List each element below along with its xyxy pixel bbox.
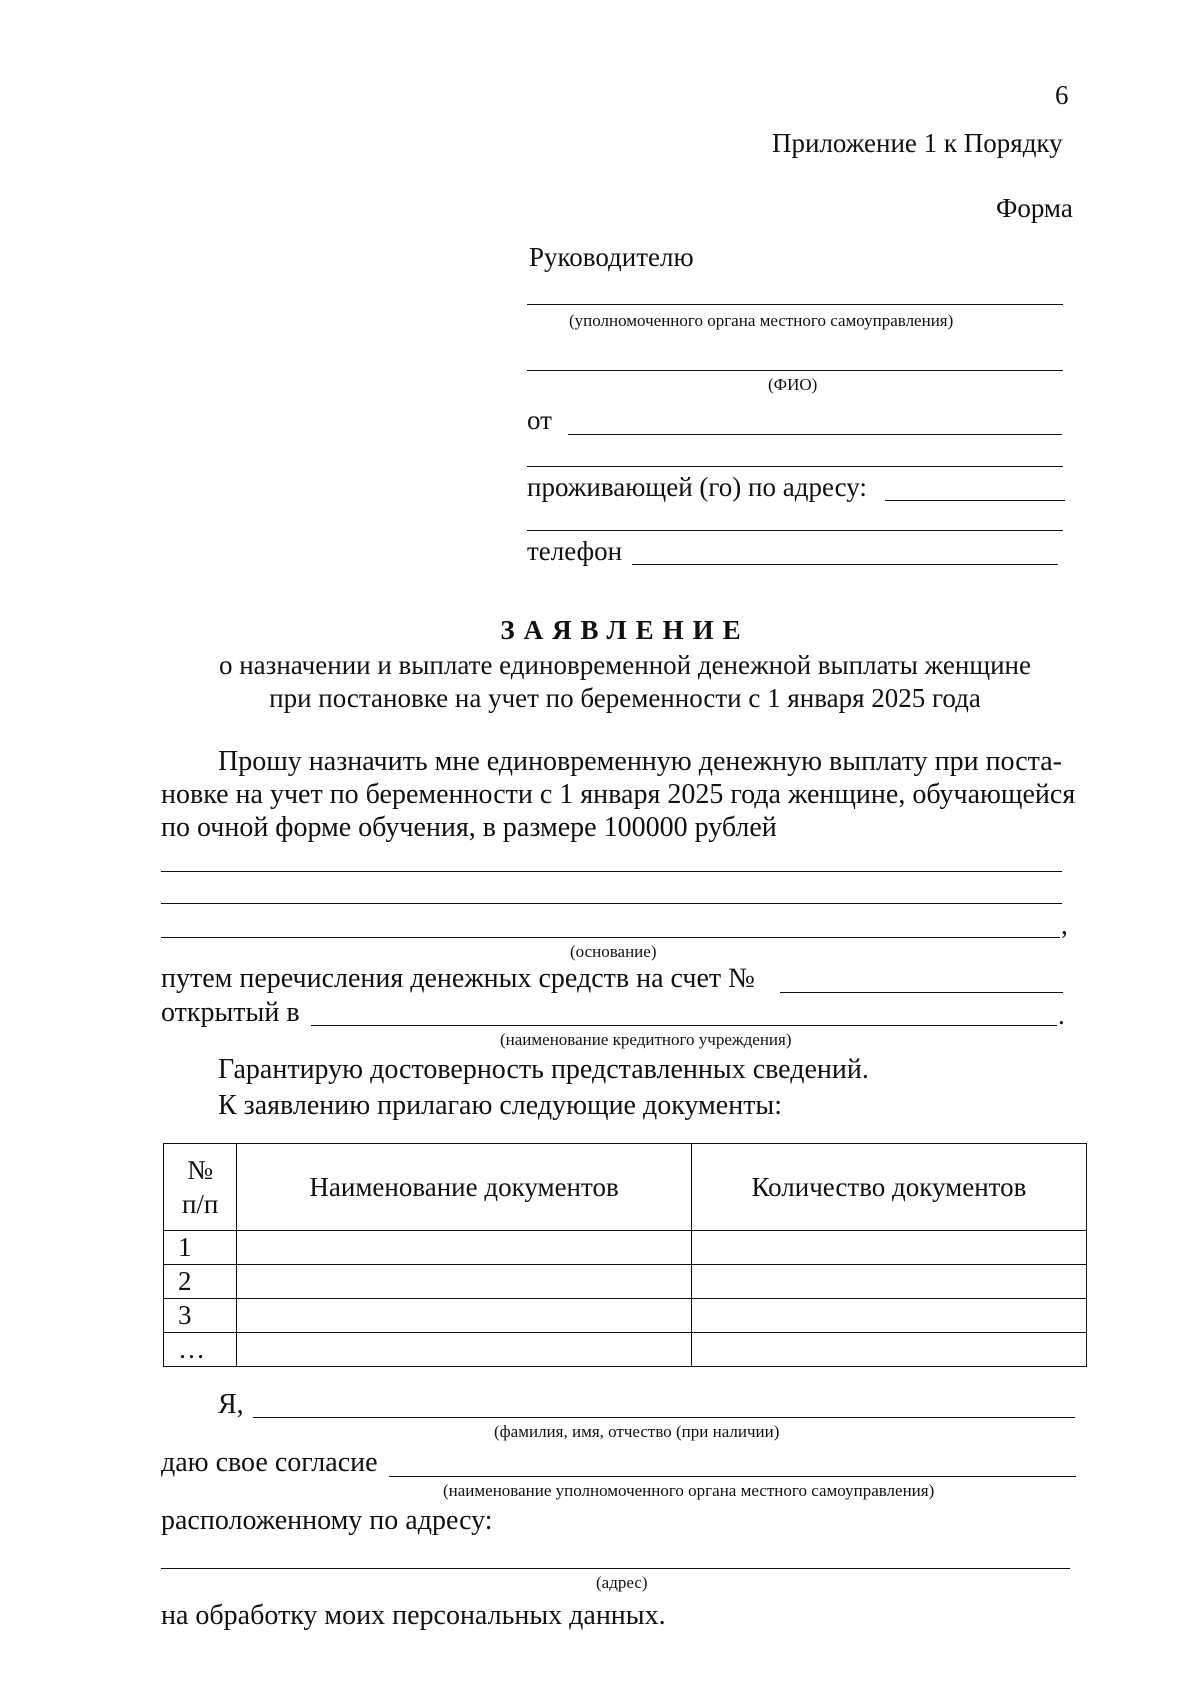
from-field[interactable] xyxy=(568,434,1062,435)
bank-caption: (наименование кредитного учреждения) xyxy=(500,1030,792,1049)
col-name-header: Наименование документов xyxy=(237,1144,692,1231)
table-row xyxy=(164,1333,1087,1367)
give-consent-label: даю свое согласие xyxy=(161,1447,378,1478)
table-row xyxy=(164,1299,1087,1333)
basis-comma: , xyxy=(1061,910,1068,940)
basis-field-1[interactable] xyxy=(161,871,1062,872)
address-field[interactable] xyxy=(885,500,1065,501)
from-label: от xyxy=(527,405,552,435)
opened-in-label: открытый в xyxy=(161,997,300,1028)
phone-label: телефон xyxy=(527,536,623,566)
row-number: 2 xyxy=(164,1265,237,1299)
located-at-label: расположенному по адресу: xyxy=(161,1505,493,1536)
document-name-cell[interactable] xyxy=(237,1231,692,1265)
basis-field-3[interactable] xyxy=(161,937,1060,938)
consent-address-field[interactable] xyxy=(161,1568,1070,1569)
table-header-row xyxy=(164,1144,1087,1231)
request-text-1: Прошу назначить мне единовременную денежную выплату при поста- xyxy=(218,746,1063,777)
document-count-cell[interactable] xyxy=(691,1231,1086,1265)
document-subtitle-2: при постановке на учет по беременности с 1 января 2025 года xyxy=(269,683,981,713)
row-number: … xyxy=(164,1333,237,1367)
document-count-cell[interactable] xyxy=(691,1265,1086,1299)
col-count-header: Количество документов xyxy=(691,1144,1086,1231)
full-name-caption: (фамилия, имя, отчество (при наличии) xyxy=(494,1422,780,1441)
address-caption: (адрес) xyxy=(596,1573,648,1592)
appendix-reference: Приложение 1 к Порядку xyxy=(772,128,1063,158)
document-name-cell[interactable] xyxy=(237,1299,692,1333)
full-name-field[interactable] xyxy=(253,1417,1075,1418)
form-label: Форма xyxy=(996,193,1073,223)
basis-caption: (основание) xyxy=(570,942,657,961)
phone-field[interactable] xyxy=(632,564,1058,565)
col-number-abbr: п/п xyxy=(181,1189,219,1219)
table-row xyxy=(164,1265,1087,1299)
fio-field[interactable] xyxy=(527,370,1063,371)
fio-caption: (ФИО) xyxy=(768,375,818,394)
document-name-cell[interactable] xyxy=(237,1265,692,1299)
col-number-symbol: № xyxy=(187,1155,214,1185)
document-title: ЗАЯВЛЕНИЕ xyxy=(500,615,750,645)
document-count-cell[interactable] xyxy=(691,1333,1086,1367)
consent-authority-field[interactable] xyxy=(389,1476,1076,1477)
authority-field[interactable] xyxy=(527,304,1063,305)
residing-label: проживающей (го) по адресу: xyxy=(527,472,867,502)
documents-table xyxy=(163,1143,1087,1367)
addressee-to: Руководителю xyxy=(529,242,694,272)
purpose-text: на обработку моих персональных данных. xyxy=(161,1600,666,1631)
guarantee-text: Гарантирую достоверность представленных сведений. xyxy=(218,1054,869,1085)
authority-caption: (уполномоченного органа местного самоуправления) xyxy=(569,311,954,330)
request-text-2: новке на учет по беременности с 1 января 2025 года женщине, обучающейся xyxy=(161,779,1076,810)
table-row xyxy=(164,1231,1087,1265)
row-number: 3 xyxy=(164,1299,237,1333)
consent-authority-caption: (наименование уполномоченного органа местного самоуправления) xyxy=(443,1481,935,1500)
basis-field-2[interactable] xyxy=(161,903,1062,904)
from-field-2[interactable] xyxy=(527,466,1063,467)
document-count-cell[interactable] xyxy=(691,1299,1086,1333)
document-name-cell[interactable] xyxy=(237,1333,692,1367)
account-number-field[interactable] xyxy=(780,992,1063,993)
col-number-header xyxy=(164,1144,237,1231)
page-number: 6 xyxy=(1055,80,1069,110)
consent-i-label: Я, xyxy=(218,1389,244,1420)
address-field-2[interactable] xyxy=(527,530,1063,531)
request-text-3: по очной форме обучения, в размере 100000 рублей xyxy=(161,812,777,843)
document-subtitle-1: о назначении и выплате единовременной денежной выплаты женщине xyxy=(218,650,1031,680)
attachments-text: К заявлению прилагаю следующие документы: xyxy=(218,1090,783,1121)
transfer-label: путем перечисления денежных средств на счет № xyxy=(161,963,755,994)
bank-period: . xyxy=(1058,1000,1065,1030)
row-number: 1 xyxy=(164,1231,237,1265)
bank-name-field[interactable] xyxy=(311,1025,1057,1026)
